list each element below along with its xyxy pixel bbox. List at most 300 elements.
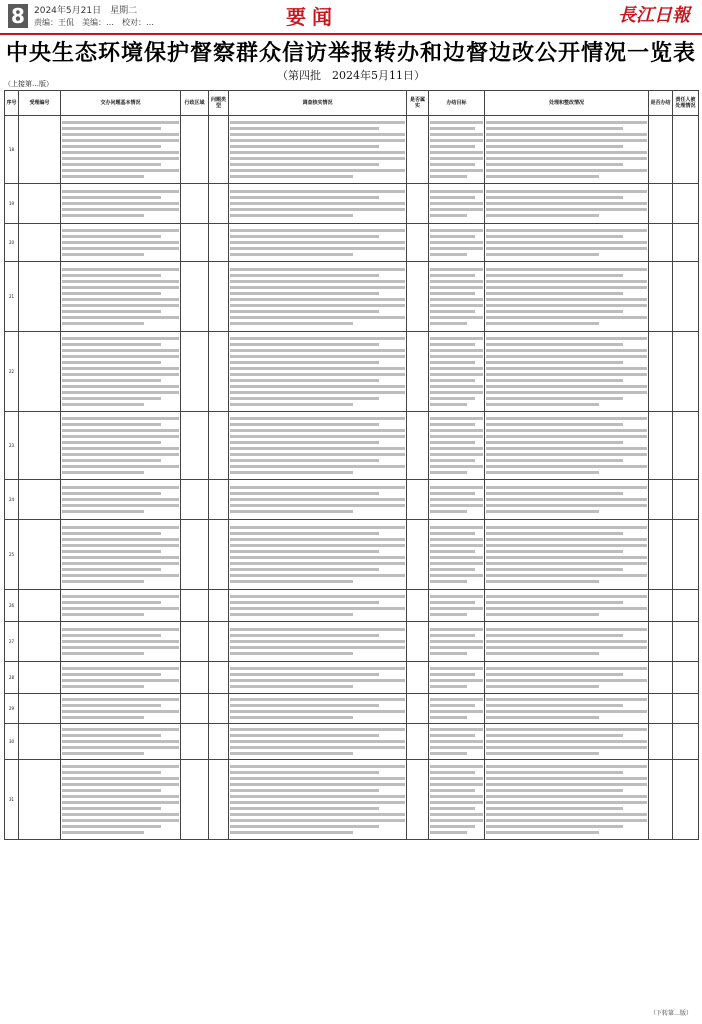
text-line-placeholder: [62, 601, 161, 604]
issue-description: [61, 224, 181, 262]
text-line-placeholder: [430, 127, 475, 130]
is-completed: [649, 590, 673, 622]
col-header: 序号: [5, 91, 19, 116]
is-completed: [649, 480, 673, 520]
investigation-result: [229, 694, 407, 724]
issue-description: [61, 332, 181, 412]
table-row: [5, 622, 699, 662]
col-header: 办结目标: [429, 91, 485, 116]
issue-type: [209, 480, 229, 520]
text-line-placeholder: [230, 247, 405, 250]
table-row: [5, 480, 699, 520]
text-line-placeholder: [62, 349, 179, 352]
text-line-placeholder: [230, 831, 353, 834]
issue-description: [61, 520, 181, 590]
text-line-placeholder: [430, 550, 475, 553]
text-line-placeholder: [62, 789, 161, 792]
text-line-placeholder: [430, 471, 467, 474]
acceptance-code: [19, 412, 61, 480]
text-line-placeholder: [230, 544, 405, 547]
text-line-placeholder: [62, 229, 179, 232]
text-line-placeholder: [430, 310, 475, 313]
text-line-placeholder: [230, 652, 353, 655]
text-line-placeholder: [486, 819, 647, 822]
issue-description: [61, 724, 181, 760]
text-line-placeholder: [62, 367, 179, 370]
text-line-placeholder: [486, 435, 647, 438]
text-line-placeholder: [62, 532, 161, 535]
text-line-placeholder: [430, 459, 475, 462]
text-line-placeholder: [486, 813, 647, 816]
text-line-placeholder: [430, 740, 483, 743]
col-header: 是否属实: [407, 91, 429, 116]
text-line-placeholder: [62, 253, 144, 256]
text-line-placeholder: [230, 673, 379, 676]
text-line-placeholder: [486, 367, 647, 370]
acceptance-code: [19, 262, 61, 332]
text-line-placeholder: [62, 397, 161, 400]
text-line-placeholder: [486, 241, 647, 244]
text-line-placeholder: [230, 510, 353, 513]
text-line-placeholder: [62, 403, 144, 406]
district: [181, 116, 209, 184]
row-number: 28: [5, 662, 19, 694]
text-line-placeholder: [62, 343, 161, 346]
text-line-placeholder: [230, 562, 405, 565]
issue-description: [61, 262, 181, 332]
text-line-placeholder: [430, 716, 467, 719]
text-line-placeholder: [486, 628, 647, 631]
text-line-placeholder: [486, 139, 647, 142]
issue-description: [61, 760, 181, 840]
text-line-placeholder: [230, 801, 405, 804]
district: [181, 760, 209, 840]
text-line-placeholder: [230, 486, 405, 489]
text-line-placeholder: [430, 789, 475, 792]
investigation-result: [229, 662, 407, 694]
is-true: [407, 116, 429, 184]
text-line-placeholder: [486, 685, 599, 688]
text-line-placeholder: [230, 292, 379, 295]
text-line-placeholder: [62, 235, 161, 238]
text-line-placeholder: [430, 685, 467, 688]
text-line-placeholder: [430, 544, 483, 547]
text-line-placeholder: [430, 292, 475, 295]
text-line-placeholder: [230, 253, 353, 256]
text-line-placeholder: [230, 235, 379, 238]
editors-line: 责编：王侃 美编：… 校对：…: [34, 18, 154, 27]
text-line-placeholder: [486, 783, 647, 786]
district: [181, 184, 209, 224]
text-line-placeholder: [230, 268, 405, 271]
responsible-person: [673, 694, 699, 724]
text-line-placeholder: [486, 235, 623, 238]
text-line-placeholder: [430, 465, 483, 468]
col-header: 行政区域: [181, 91, 209, 116]
text-line-placeholder: [62, 163, 161, 166]
text-line-placeholder: [430, 783, 483, 786]
newspaper-logo: 長江日報: [618, 5, 690, 26]
text-line-placeholder: [230, 337, 405, 340]
text-line-placeholder: [230, 532, 379, 535]
text-line-placeholder: [62, 417, 179, 420]
text-line-placeholder: [430, 235, 475, 238]
text-line-placeholder: [486, 550, 623, 553]
rectification-status: [485, 332, 649, 412]
text-line-placeholder: [62, 268, 179, 271]
page-title: 中央生态环境保护督察群众信访举报转办和边督边改公开情况一览表: [5, 41, 696, 66]
text-line-placeholder: [430, 373, 483, 376]
text-line-placeholder: [486, 646, 647, 649]
text-line-placeholder: [486, 403, 599, 406]
text-line-placeholder: [230, 740, 405, 743]
rectification-status: [485, 116, 649, 184]
text-line-placeholder: [430, 151, 483, 154]
issue-type: [209, 520, 229, 590]
rectification-status: [485, 622, 649, 662]
text-line-placeholder: [230, 795, 405, 798]
row-number: 22: [5, 332, 19, 412]
is-true: [407, 520, 429, 590]
text-line-placeholder: [230, 139, 405, 142]
table-row: [5, 590, 699, 622]
row-number: 18: [5, 116, 19, 184]
table-row: [5, 520, 699, 590]
text-line-placeholder: [230, 504, 405, 507]
text-line-placeholder: [62, 157, 179, 160]
text-line-placeholder: [230, 825, 379, 828]
table-row: [5, 662, 699, 694]
text-line-placeholder: [430, 435, 483, 438]
text-line-placeholder: [430, 568, 475, 571]
text-line-placeholder: [486, 698, 647, 701]
text-line-placeholder: [230, 734, 379, 737]
text-line-placeholder: [230, 498, 405, 501]
text-line-placeholder: [430, 492, 475, 495]
text-line-placeholder: [430, 819, 483, 822]
col-header: 调查核实情况: [229, 91, 407, 116]
text-line-placeholder: [486, 361, 623, 364]
completion-goal: [429, 412, 485, 480]
text-line-placeholder: [430, 397, 475, 400]
text-line-placeholder: [430, 486, 483, 489]
text-line-placeholder: [230, 343, 379, 346]
text-line-placeholder: [62, 471, 144, 474]
row-number: 24: [5, 480, 19, 520]
rectification-status: [485, 694, 649, 724]
row-number: 29: [5, 694, 19, 724]
text-line-placeholder: [230, 453, 405, 456]
text-line-placeholder: [486, 447, 647, 450]
issue-description: [61, 622, 181, 662]
text-line-placeholder: [430, 391, 483, 394]
text-line-placeholder: [486, 441, 623, 444]
text-line-placeholder: [62, 640, 179, 643]
text-line-placeholder: [430, 403, 467, 406]
text-line-placeholder: [62, 771, 161, 774]
issue-description: [61, 590, 181, 622]
text-line-placeholder: [430, 169, 483, 172]
row-number: 21: [5, 262, 19, 332]
text-line-placeholder: [486, 322, 599, 325]
acceptance-code: [19, 184, 61, 224]
acceptance-code: [19, 224, 61, 262]
text-line-placeholder: [430, 538, 483, 541]
text-line-placeholder: [430, 595, 483, 598]
continuation-footer: （下转第…版）: [649, 1010, 692, 1017]
text-line-placeholder: [230, 417, 405, 420]
text-line-placeholder: [430, 229, 483, 232]
text-line-placeholder: [486, 349, 647, 352]
text-line-placeholder: [230, 304, 405, 307]
table-row: [5, 694, 699, 724]
investigation-result: [229, 590, 407, 622]
text-line-placeholder: [230, 471, 353, 474]
investigation-result: [229, 262, 407, 332]
is-completed: [649, 724, 673, 760]
text-line-placeholder: [486, 831, 599, 834]
page-number: 8: [8, 4, 28, 28]
completion-goal: [429, 724, 485, 760]
text-line-placeholder: [230, 646, 405, 649]
text-line-placeholder: [230, 492, 379, 495]
text-line-placeholder: [486, 175, 599, 178]
text-line-placeholder: [486, 801, 647, 804]
text-line-placeholder: [486, 247, 647, 250]
text-line-placeholder: [430, 752, 467, 755]
acceptance-code: [19, 590, 61, 622]
text-line-placeholder: [230, 679, 405, 682]
text-line-placeholder: [62, 423, 161, 426]
text-line-placeholder: [62, 316, 179, 319]
text-line-placeholder: [62, 139, 179, 142]
text-line-placeholder: [430, 304, 483, 307]
text-line-placeholder: [230, 538, 405, 541]
text-line-placeholder: [430, 453, 483, 456]
text-line-placeholder: [486, 343, 623, 346]
text-line-placeholder: [62, 373, 179, 376]
text-line-placeholder: [486, 777, 647, 780]
text-line-placeholder: [62, 127, 161, 130]
text-line-placeholder: [230, 777, 405, 780]
text-line-placeholder: [230, 613, 353, 616]
is-completed: [649, 332, 673, 412]
text-line-placeholder: [486, 253, 599, 256]
completion-goal: [429, 694, 485, 724]
col-header: 处理和整改情况: [485, 91, 649, 116]
text-line-placeholder: [430, 510, 467, 513]
text-line-placeholder: [486, 304, 647, 307]
text-line-placeholder: [62, 734, 161, 737]
text-line-placeholder: [62, 492, 161, 495]
responsible-person: [673, 332, 699, 412]
text-line-placeholder: [62, 795, 179, 798]
acceptance-code: [19, 694, 61, 724]
completion-goal: [429, 224, 485, 262]
text-line-placeholder: [62, 819, 179, 822]
text-line-placeholder: [62, 504, 179, 507]
text-line-placeholder: [486, 465, 647, 468]
text-line-placeholder: [430, 673, 475, 676]
text-line-placeholder: [486, 634, 623, 637]
text-line-placeholder: [230, 526, 405, 529]
text-line-placeholder: [430, 765, 483, 768]
text-line-placeholder: [430, 601, 475, 604]
text-line-placeholder: [486, 316, 647, 319]
text-line-placeholder: [486, 716, 599, 719]
text-line-placeholder: [430, 710, 483, 713]
text-line-placeholder: [62, 607, 179, 610]
is-completed: [649, 184, 673, 224]
table-row: [5, 184, 699, 224]
rectification-status: [485, 590, 649, 622]
text-line-placeholder: [230, 361, 379, 364]
text-line-placeholder: [486, 765, 647, 768]
row-number: 31: [5, 760, 19, 840]
text-line-placeholder: [430, 298, 483, 301]
text-line-placeholder: [62, 807, 161, 810]
text-line-placeholder: [430, 532, 475, 535]
text-line-placeholder: [486, 214, 599, 217]
is-completed: [649, 520, 673, 590]
text-line-placeholder: [430, 247, 483, 250]
text-line-placeholder: [430, 280, 483, 283]
row-number: 25: [5, 520, 19, 590]
text-line-placeholder: [62, 685, 144, 688]
text-line-placeholder: [62, 465, 179, 468]
text-line-placeholder: [230, 322, 353, 325]
text-line-placeholder: [486, 667, 647, 670]
is-completed: [649, 622, 673, 662]
issue-description: [61, 412, 181, 480]
issue-description: [61, 662, 181, 694]
is-true: [407, 590, 429, 622]
text-line-placeholder: [62, 286, 179, 289]
text-line-placeholder: [230, 746, 405, 749]
row-number: 19: [5, 184, 19, 224]
is-completed: [649, 412, 673, 480]
text-line-placeholder: [486, 679, 647, 682]
text-line-placeholder: [430, 241, 483, 244]
text-line-placeholder: [62, 628, 179, 631]
text-line-placeholder: [62, 169, 179, 172]
issue-description: [61, 184, 181, 224]
text-line-placeholder: [62, 646, 179, 649]
responsible-person: [673, 724, 699, 760]
completion-goal: [429, 480, 485, 520]
responsible-person: [673, 480, 699, 520]
text-line-placeholder: [430, 133, 483, 136]
text-line-placeholder: [430, 429, 483, 432]
is-true: [407, 184, 429, 224]
text-line-placeholder: [486, 492, 623, 495]
text-line-placeholder: [230, 568, 379, 571]
text-line-placeholder: [62, 385, 179, 388]
page-subtitle: （第四批 2024年5月11日）: [277, 69, 425, 82]
text-line-placeholder: [230, 728, 405, 731]
text-line-placeholder: [430, 274, 475, 277]
text-line-placeholder: [62, 580, 144, 583]
text-line-placeholder: [486, 169, 647, 172]
text-line-placeholder: [430, 157, 483, 160]
text-line-placeholder: [430, 813, 483, 816]
text-line-placeholder: [430, 367, 483, 370]
text-line-placeholder: [230, 429, 405, 432]
text-line-placeholder: [486, 417, 647, 420]
text-line-placeholder: [430, 580, 467, 583]
investigation-result: [229, 116, 407, 184]
text-line-placeholder: [62, 429, 179, 432]
text-line-placeholder: [62, 740, 179, 743]
text-line-placeholder: [230, 121, 405, 124]
text-line-placeholder: [486, 486, 647, 489]
text-line-placeholder: [486, 562, 647, 565]
text-line-placeholder: [486, 752, 599, 755]
text-line-placeholder: [486, 127, 623, 130]
text-line-placeholder: [430, 613, 467, 616]
text-line-placeholder: [62, 151, 179, 154]
text-line-placeholder: [430, 163, 475, 166]
text-line-placeholder: [62, 728, 179, 731]
text-line-placeholder: [230, 298, 405, 301]
responsible-person: [673, 590, 699, 622]
district: [181, 694, 209, 724]
district: [181, 332, 209, 412]
text-line-placeholder: [486, 429, 647, 432]
is-true: [407, 412, 429, 480]
text-line-placeholder: [486, 471, 599, 474]
text-line-placeholder: [430, 139, 483, 142]
text-line-placeholder: [486, 544, 647, 547]
text-line-placeholder: [230, 789, 379, 792]
text-line-placeholder: [430, 145, 475, 148]
text-line-placeholder: [62, 459, 161, 462]
text-line-placeholder: [62, 556, 179, 559]
investigation-result: [229, 412, 407, 480]
text-line-placeholder: [62, 498, 179, 501]
issue-type: [209, 694, 229, 724]
responsible-person: [673, 662, 699, 694]
text-line-placeholder: [62, 574, 179, 577]
text-line-placeholder: [62, 453, 179, 456]
table-header-row: [5, 91, 699, 116]
issue-description: [61, 116, 181, 184]
text-line-placeholder: [62, 447, 179, 450]
text-line-placeholder: [62, 679, 179, 682]
completion-goal: [429, 116, 485, 184]
text-line-placeholder: [430, 646, 483, 649]
district: [181, 262, 209, 332]
text-line-placeholder: [230, 435, 405, 438]
is-completed: [649, 662, 673, 694]
acceptance-code: [19, 662, 61, 694]
text-line-placeholder: [230, 459, 379, 462]
is-completed: [649, 262, 673, 332]
text-line-placeholder: [62, 304, 179, 307]
text-line-placeholder: [62, 280, 179, 283]
text-line-placeholder: [486, 580, 599, 583]
text-line-placeholder: [430, 562, 483, 565]
completion-goal: [429, 662, 485, 694]
table-row: [5, 224, 699, 262]
text-line-placeholder: [62, 652, 144, 655]
text-line-placeholder: [230, 550, 379, 553]
text-line-placeholder: [62, 777, 179, 780]
col-header: 受理编号: [19, 91, 61, 116]
text-line-placeholder: [230, 447, 405, 450]
row-number: 27: [5, 622, 19, 662]
text-line-placeholder: [230, 601, 379, 604]
